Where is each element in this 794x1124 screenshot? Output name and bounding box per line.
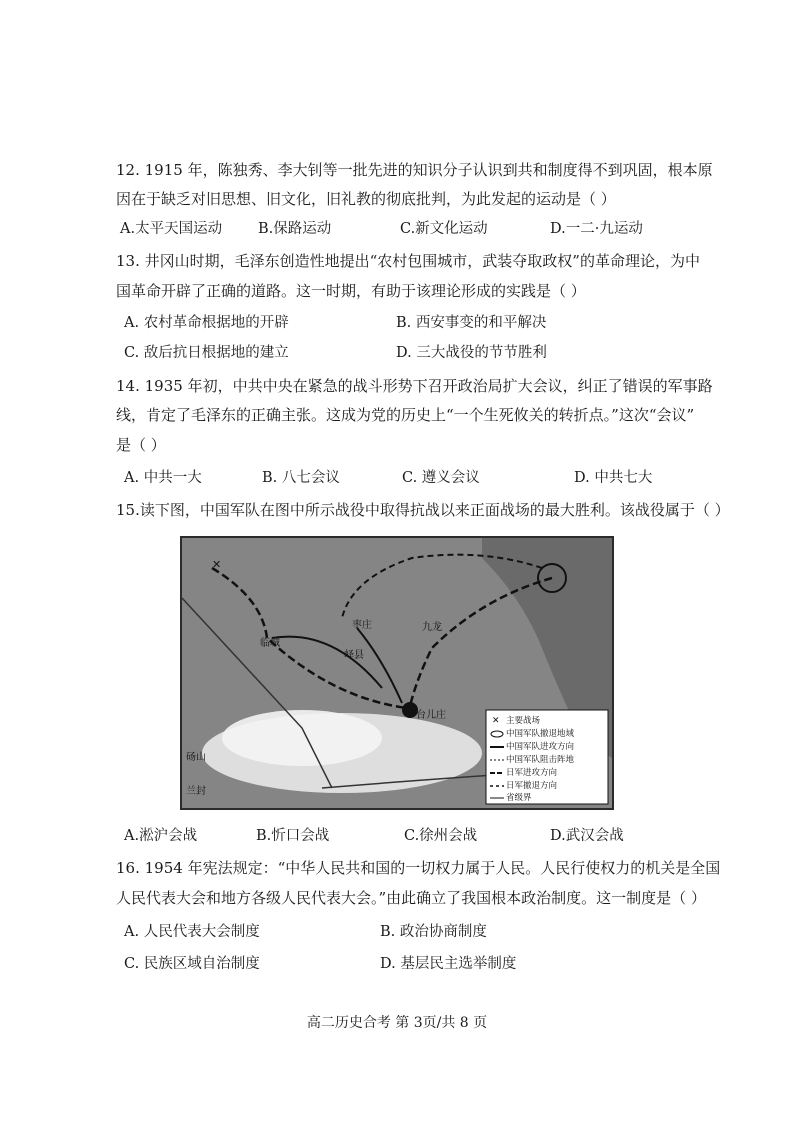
q14-option-b: B. 八七会议 (262, 470, 340, 486)
q16-option-a: A. 人民代表大会制度 (124, 924, 260, 940)
map-label-lincheng: 临城 (260, 638, 280, 649)
q15-option-b: B.忻口会战 (256, 828, 330, 844)
q13-stem-line1: 13. 井冈山时期，毛泽东创造性地提出“农村包围城市，武装夺取政权”的革命理论，为中 (116, 252, 700, 270)
legend-item-6: 日军撤退方向 (506, 781, 558, 791)
q16-stem-line2: 人民代表大会和地方各级人民代表大会。”由此确立了我国根本政治制度。这一制度是（ ） (116, 889, 706, 907)
q16-option-c: C. 民族区域自治制度 (124, 956, 260, 972)
legend-item-5: 日军进攻方向 (506, 768, 558, 778)
map-label-dangshan: 砀山 (186, 752, 206, 763)
q13-option-d: D. 三大战役的节节胜利 (396, 345, 547, 361)
map-label-jiulong: 九龙 (422, 622, 442, 633)
legend-item-1: 主要战场 (506, 716, 541, 726)
q12-stem-line1: 12. 1915 年，陈独秀、李大钊等一批先进的知识分子认识到共和制度得不到巩固，根本原 (116, 161, 713, 179)
map-label-zaozhuang: 枣庄 (352, 620, 372, 631)
map-label-north: ✕ (212, 558, 222, 571)
q12-option-b: B.保路运动 (258, 221, 332, 237)
page-footer: 高二历史合考 第 3页/共 8 页 (306, 1015, 488, 1031)
q15-stem: 15.读下图，中国军队在图中所示战役中取得抗战以来正面战场的最大胜利。该战役属于（ ） (116, 501, 730, 519)
q13-option-b: B. 西安事变的和平解决 (396, 315, 547, 331)
map-label-lanfeng: 兰封 (186, 786, 206, 797)
legend-item-3: 中国军队进攻方向 (506, 742, 575, 752)
legend-item-2: 中国军队撤退地域 (506, 729, 575, 739)
legend-item-4: 中国军队阻击阵地 (506, 755, 575, 765)
q14-option-a: A. 中共一大 (124, 470, 202, 486)
q16-stem-line1: 16. 1954 年宪法规定：“中华人民共和国的一切权力属于人民。人民行使权力的机关是全国 (116, 859, 721, 877)
q12-stem-line2: 因在于缺乏对旧思想、旧文化，旧礼教的彻底批判，为此发起的运动是（ ） (116, 190, 616, 208)
map-label-taierzhuang: 台儿庄 (416, 710, 446, 721)
q12-option-d: D.一二·九运动 (550, 221, 643, 237)
q16-option-b: B. 政治协商制度 (380, 924, 487, 940)
q15-option-c: C.徐州会战 (404, 828, 478, 844)
map-drawing (182, 538, 612, 808)
legend-item-7: 省级界 (506, 793, 532, 803)
q15-option-d: D.武汉会战 (550, 828, 624, 844)
q13-option-a: A. 农村革命根据地的开辟 (124, 315, 289, 331)
q16-option-d: D. 基层民主选举制度 (380, 956, 517, 972)
q12-option-a: A.太平天国运动 (120, 221, 223, 237)
q15-option-a: A.淞沪会战 (124, 828, 198, 844)
q14-stem-line2: 线，肯定了毛泽东的正确主张。这成为党的历史上“一个生死攸关的转折点。”这次“会议” (116, 406, 695, 424)
q14-option-d: D. 中共七大 (574, 470, 653, 486)
map-label-yixian: 峄县 (344, 650, 364, 661)
battle-map (180, 536, 614, 810)
q13-stem-line2: 国革命开辟了正确的道路。这一时期，有助于该理论形成的实践是（ ） (116, 282, 586, 300)
q12-option-c: C.新文化运动 (400, 221, 488, 237)
q14-stem-line3: 是（ ） (116, 436, 166, 454)
q13-option-c: C. 敌后抗日根据地的建立 (124, 345, 289, 361)
q14-option-c: C. 遵义会议 (402, 470, 480, 486)
legend-icon-battlefield: ✕ (492, 716, 500, 726)
q14-stem-line1: 14. 1935 年初，中共中央在紧急的战斗形势下召开政治局扩大会议，纠正了错误的军事路 (116, 377, 713, 395)
